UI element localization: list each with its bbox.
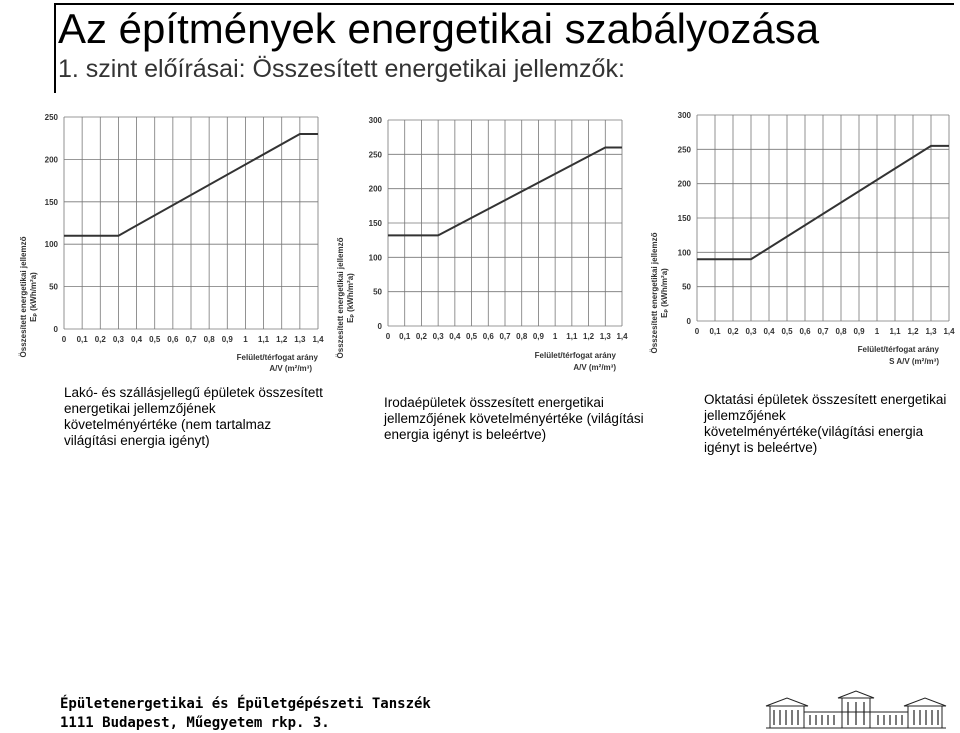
x-tick-label: 1,1 [889,327,901,336]
x-tick-label: 0,1 [76,335,88,344]
footer-address: 1111 Budapest, Műegyetem rkp. 3. [60,715,330,731]
x-tick-label: 0,4 [449,332,461,341]
x-tick-label: 0 [385,332,391,341]
y-axis-label: Összesített energetikai jellemző [650,232,659,354]
x-tick-label: 0,2 [727,327,739,336]
x-tick-label: 1,3 [925,327,937,336]
y-tick-label: 0 [377,322,382,331]
x-tick-label: 1,2 [276,335,288,344]
y-tick-label: 100 [44,240,58,250]
y-tick-label: 200 [368,184,382,194]
x-tick-label: 0,5 [149,335,161,344]
x-axis-label: A/V (m²/m³) [573,363,616,372]
x-tick-label: 0,5 [466,332,478,341]
caption-education: Oktatási épületek összesített energetikai jellemzőjének követelményértéke(világítási energia igényt is beleértve) [704,392,947,455]
y-tick-label: 50 [373,287,382,297]
x-axis-label: Felület/térfogat arány [236,353,318,362]
x-axis-label: Felület/térfogat arány [857,345,939,354]
slide-title: Az építmények energetikai szabályozása [58,5,820,52]
footer-department: Épületenergetikai és Épületgépészeti Tanszék [60,696,431,712]
x-tick-label: 0,8 [203,335,215,344]
y-tick-label: 100 [368,253,382,263]
x-tick-label: 0,4 [131,335,143,344]
x-tick-label: 1,1 [258,335,270,344]
x-tick-label: 0 [694,327,700,336]
y-tick-label: 250 [677,145,691,155]
x-tick-label: 0,7 [185,335,197,344]
y-axis-label: Eₚ (kWh/m²a) [346,273,355,323]
x-tick-label: 0,3 [745,327,757,336]
caption-residential: Lakó- és szállásjellegű épületek összesített energetikai jellemzőjének követelményértéke (nem tartalmaz világítási energia igényt) [64,385,323,448]
y-axis-label: Eₚ (kWh/m²a) [29,272,38,322]
y-tick-label: 200 [677,179,691,189]
y-tick-label: 300 [368,116,382,125]
x-tick-label: 0,6 [799,327,811,336]
x-tick-label: 0,5 [781,327,793,336]
y-tick-label: 150 [677,214,691,223]
y-tick-label: 150 [368,219,382,228]
x-axis-label: Felület/térfogat arány [534,351,616,360]
x-tick-label: 0,4 [763,327,775,336]
y-tick-label: 150 [44,197,58,207]
x-tick-label: 0,1 [399,332,411,341]
y-tick-label: 50 [682,282,691,292]
x-tick-label: 0,7 [499,332,511,341]
x-tick-label: 0,8 [516,332,528,341]
chart-residential [8,105,328,377]
y-tick-label: 250 [44,113,58,122]
y-tick-label: 200 [44,155,58,165]
x-tick-label: 1,2 [907,327,919,336]
x-tick-label: 1,4 [312,335,324,344]
y-tick-label: 0 [53,325,58,334]
caption-office: Irodaépületek összesített energetikai jellemzőjének követelményértéke (világítási energia igényt is beleértve) [384,395,644,442]
x-tick-label: 0,6 [167,335,179,344]
x-tick-label: 1,4 [943,327,955,336]
x-tick-label: 0 [61,335,67,344]
x-tick-label: 1,3 [599,332,611,341]
x-tick-label: 1,4 [616,332,628,341]
x-tick-label: 1 [243,335,248,344]
y-tick-label: 250 [368,150,382,160]
x-tick-label: 0,3 [112,335,124,344]
x-tick-label: 1,3 [294,335,306,344]
y-axis-label: Eₚ (kWh/m²a) [660,268,669,318]
x-tick-label: 0,9 [532,332,544,341]
x-tick-label: 0,7 [817,327,829,336]
x-tick-label: 0,2 [94,335,106,344]
university-building-logo [764,690,948,732]
chart-office [330,110,640,380]
x-tick-label: 1,2 [583,332,595,341]
x-tick-label: 0,9 [221,335,233,344]
y-tick-label: 50 [49,282,58,292]
x-tick-label: 1 [552,332,558,341]
x-axis-label: S A/V (m²/m³) [889,357,939,366]
slide-subtitle: 1. szint előírásai: Összesített energetikai jellemzők: [58,55,625,83]
chart-education [645,105,957,377]
x-axis-label: A/V (m²/m³) [269,364,312,373]
y-tick-label: 300 [677,111,691,120]
y-axis-label: Összesített energetikai jellemző [19,236,28,358]
x-tick-label: 0,8 [835,327,847,336]
x-tick-label: 0,1 [709,327,721,336]
x-tick-label: 0,2 [415,332,427,341]
x-tick-label: 0,9 [853,327,865,336]
y-tick-label: 100 [677,248,691,258]
x-tick-label: 1,1 [566,332,578,341]
x-tick-label: 1 [874,327,880,336]
y-tick-label: 0 [686,317,691,326]
x-tick-label: 0,3 [432,332,444,341]
y-axis-label: Összesített energetikai jellemző [336,237,345,359]
x-tick-label: 0,6 [482,332,494,341]
